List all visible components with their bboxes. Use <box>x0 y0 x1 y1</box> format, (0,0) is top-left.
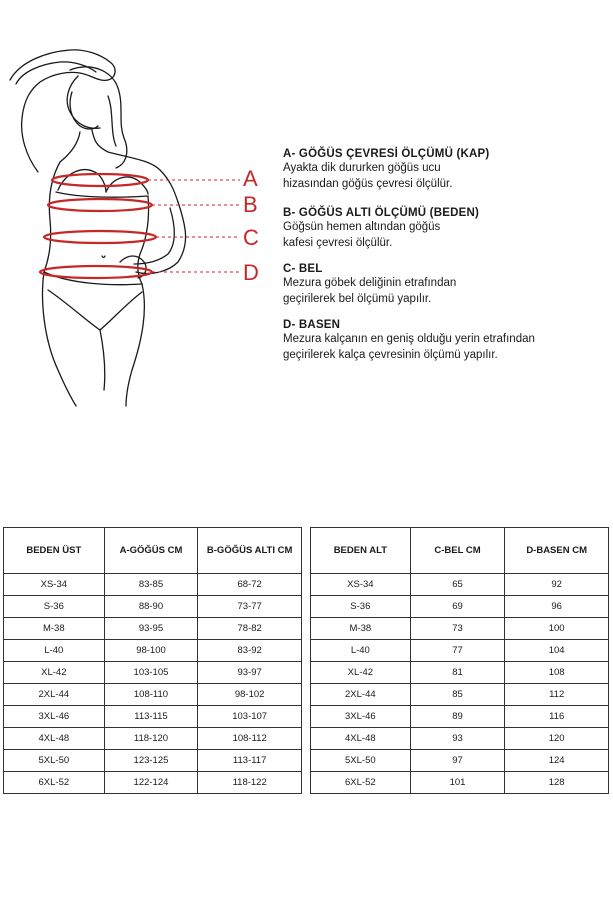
lower-cell-hip: 112 <box>505 684 609 706</box>
lower-cell-size: 3XL-46 <box>311 706 411 728</box>
table-row <box>4 662 302 684</box>
upper-header-size: BEDEN ÜST <box>4 528 105 574</box>
table-row <box>311 574 609 596</box>
upper-cell-underbust: 73-77 <box>198 596 302 618</box>
lower-cell-hip: 116 <box>505 706 609 728</box>
instruction-d-line1: Mezura kalçanın en geniş olduğu yerin etrafından <box>283 333 535 345</box>
lower-table-header-row <box>311 528 609 574</box>
lower-cell-hip: 108 <box>505 662 609 684</box>
lower-cell-size: 6XL-52 <box>311 772 411 794</box>
upper-cell-underbust: 103-107 <box>198 706 302 728</box>
lower-header-waist: C-BEL CM <box>410 528 505 574</box>
upper-size-table <box>3 527 302 794</box>
lower-cell-size: XS-34 <box>311 574 411 596</box>
upper-cell-size: 5XL-50 <box>4 750 105 772</box>
tape-b-line <box>48 199 152 211</box>
upper-cell-underbust: 68-72 <box>198 574 302 596</box>
lower-size-table <box>310 527 609 794</box>
upper-cell-chest: 113-115 <box>104 706 198 728</box>
instruction-d-heading: D- BASEN <box>283 319 341 331</box>
upper-cell-chest: 123-125 <box>104 750 198 772</box>
instruction-a-heading: A- GÖĞÜS ÇEVRESİ ÖLÇÜMÜ (KAP) <box>283 148 490 160</box>
lower-cell-hip: 96 <box>505 596 609 618</box>
upper-cell-size: M-38 <box>4 618 105 640</box>
upper-cell-underbust: 118-122 <box>198 772 302 794</box>
tape-d-line <box>40 266 152 278</box>
lower-cell-waist: 73 <box>410 618 505 640</box>
lower-cell-size: M-38 <box>311 618 411 640</box>
lower-cell-waist: 85 <box>410 684 505 706</box>
upper-cell-chest: 88-90 <box>104 596 198 618</box>
table-row <box>4 772 302 794</box>
table-row <box>311 684 609 706</box>
lower-cell-waist: 77 <box>410 640 505 662</box>
lower-cell-size: 4XL-48 <box>311 728 411 750</box>
table-row <box>4 618 302 640</box>
table-row <box>311 750 609 772</box>
instruction-b <box>283 207 603 251</box>
table-row <box>311 640 609 662</box>
upper-table-header-row <box>4 528 302 574</box>
lower-cell-hip: 120 <box>505 728 609 750</box>
upper-cell-chest: 98-100 <box>104 640 198 662</box>
instruction-d-line2: geçirilerek kalça çevresinin ölçümü yapılır. <box>283 349 498 361</box>
instruction-c-heading: C- BEL <box>283 263 323 275</box>
upper-cell-size: 4XL-48 <box>4 728 105 750</box>
lower-cell-hip: 128 <box>505 772 609 794</box>
instruction-b-line2: kafesi çevresi ölçülür. <box>283 237 393 249</box>
lower-cell-waist: 81 <box>410 662 505 684</box>
table-row <box>311 618 609 640</box>
upper-header-chest: A-GÖĞÜS CM <box>104 528 198 574</box>
upper-cell-size: XL-42 <box>4 662 105 684</box>
upper-cell-chest: 122-124 <box>104 772 198 794</box>
upper-cell-underbust: 113-117 <box>198 750 302 772</box>
upper-cell-chest: 108-110 <box>104 684 198 706</box>
instruction-b-heading: B- GÖĞÜS ALTI ÖLÇÜMÜ (BEDEN) <box>283 207 479 219</box>
marker-a: A <box>243 166 258 191</box>
instruction-d <box>283 319 603 363</box>
instruction-a-line1: Ayakta dik dururken göğüs ucu <box>283 162 441 174</box>
table-row <box>4 574 302 596</box>
lower-cell-waist: 93 <box>410 728 505 750</box>
lower-cell-size: XL-42 <box>311 662 411 684</box>
table-row <box>4 728 302 750</box>
tape-c-line <box>44 231 156 243</box>
upper-cell-chest: 93-95 <box>104 618 198 640</box>
table-row <box>311 596 609 618</box>
upper-cell-chest: 103-105 <box>104 662 198 684</box>
lower-cell-hip: 92 <box>505 574 609 596</box>
instruction-a-line2: hizasından göğüs çevresi ölçülür. <box>283 178 453 190</box>
lower-header-hip: D-BASEN CM <box>505 528 609 574</box>
table-row <box>4 706 302 728</box>
instruction-c-line1: Mezura göbek deliğinin etrafından <box>283 277 457 289</box>
body-measurement-illustration <box>0 40 275 410</box>
upper-cell-size: XS-34 <box>4 574 105 596</box>
lower-header-size: BEDEN ALT <box>311 528 411 574</box>
table-row <box>311 772 609 794</box>
upper-cell-underbust: 93-97 <box>198 662 302 684</box>
lower-cell-hip: 104 <box>505 640 609 662</box>
lower-cell-hip: 100 <box>505 618 609 640</box>
lower-cell-size: 5XL-50 <box>311 750 411 772</box>
marker-d: D <box>243 260 259 285</box>
lower-cell-waist: 89 <box>410 706 505 728</box>
lower-cell-size: 2XL-44 <box>311 684 411 706</box>
upper-cell-underbust: 78-82 <box>198 618 302 640</box>
table-row <box>311 728 609 750</box>
upper-cell-size: L-40 <box>4 640 105 662</box>
upper-header-underbust: B-GÖĞÜS ALTI CM <box>198 528 302 574</box>
upper-cell-size: S-36 <box>4 596 105 618</box>
table-row <box>4 750 302 772</box>
lower-cell-waist: 69 <box>410 596 505 618</box>
table-row <box>4 596 302 618</box>
lower-cell-waist: 101 <box>410 772 505 794</box>
instruction-a <box>283 148 603 192</box>
lower-cell-size: S-36 <box>311 596 411 618</box>
upper-cell-size: 6XL-52 <box>4 772 105 794</box>
table-row <box>4 640 302 662</box>
instruction-c <box>283 263 603 307</box>
marker-b: B <box>243 192 258 217</box>
upper-cell-size: 2XL-44 <box>4 684 105 706</box>
lower-cell-hip: 124 <box>505 750 609 772</box>
upper-cell-chest: 83-85 <box>104 574 198 596</box>
lower-cell-size: L-40 <box>311 640 411 662</box>
upper-cell-size: 3XL-46 <box>4 706 105 728</box>
instruction-c-line2: geçirilerek bel ölçümü yapılır. <box>283 293 432 305</box>
table-row <box>311 662 609 684</box>
upper-cell-underbust: 83-92 <box>198 640 302 662</box>
lower-cell-waist: 97 <box>410 750 505 772</box>
upper-cell-underbust: 108-112 <box>198 728 302 750</box>
upper-cell-chest: 118-120 <box>104 728 198 750</box>
table-row <box>4 684 302 706</box>
table-row <box>311 706 609 728</box>
upper-cell-underbust: 98-102 <box>198 684 302 706</box>
instruction-b-line1: Göğsün hemen altından göğüs <box>283 221 441 233</box>
marker-c: C <box>243 225 259 250</box>
lower-cell-waist: 65 <box>410 574 505 596</box>
